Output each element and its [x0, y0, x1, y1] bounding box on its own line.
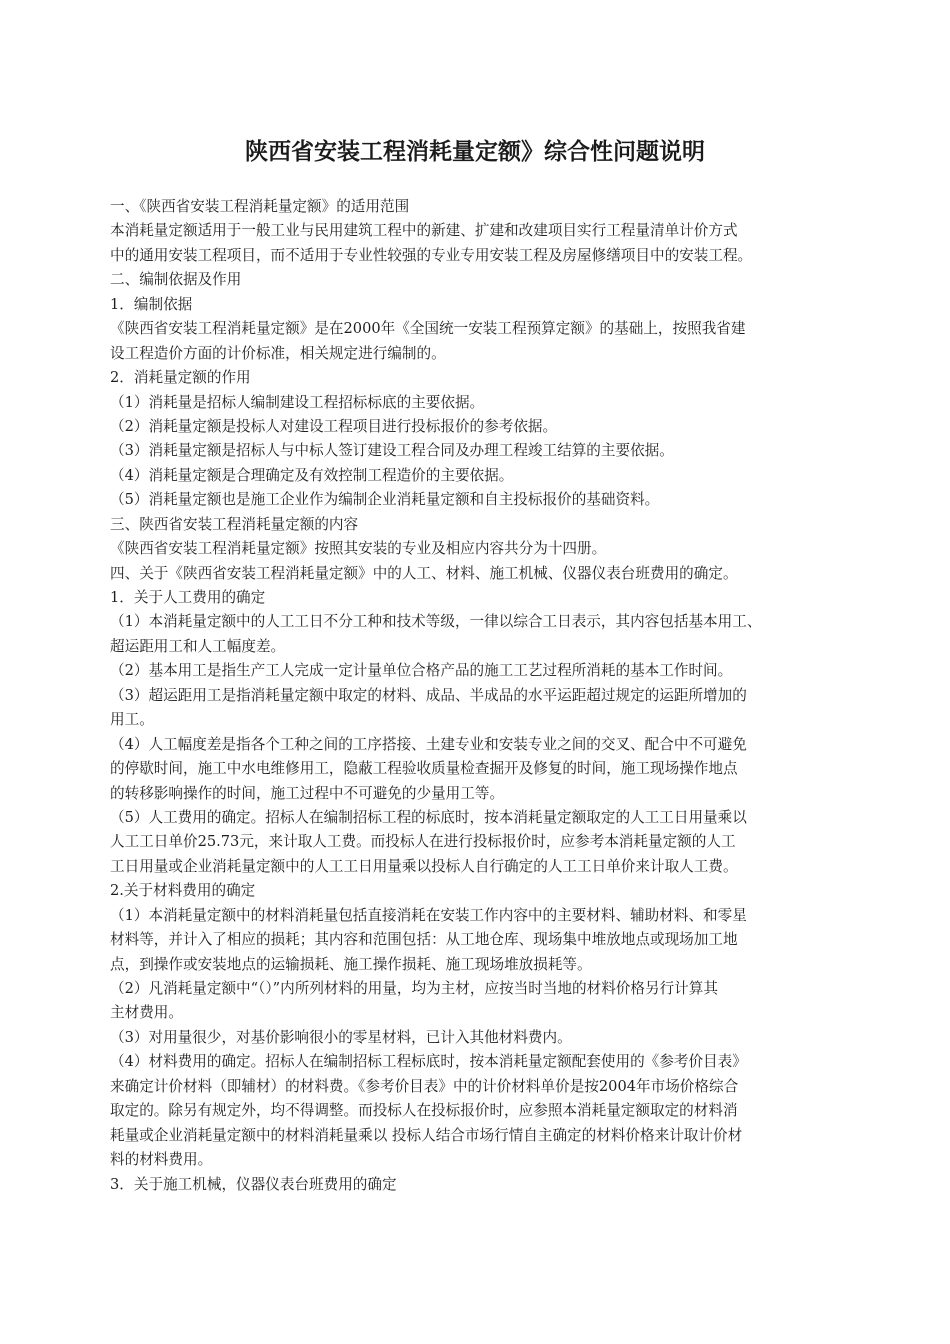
paragraph-line: 的停歇时间，施工中水电维修用工，隐蔽工程验收质量检查掘开及修复的时间，施工现场操作地点: [110, 760, 738, 778]
paragraph-line: 来确定计价材料（即辅材）的材料费。《参考价目表》中的计价材料单价是按2004年市场价格综合: [110, 1077, 739, 1095]
paragraph-line: 《陕西省安装工程消耗量定额》是在2000年《全国统一安装工程预算定额》的基础上，按照我省建: [110, 320, 746, 338]
subsection-heading: 1．关于人工费用的确定: [110, 589, 266, 606]
subsection-heading: 1．编制依据: [110, 295, 193, 313]
list-item: （1）消耗量是招标人编制建设工程招标标底的主要依据。: [110, 393, 485, 411]
list-item: （3）超运距用工是指消耗量定额中取定的材料、成品、半成品的水平运距超过规定的运距所增加的: [110, 686, 747, 704]
paragraph-line: 《陕西省安装工程消耗量定额》按照其安装的专业及相应内容共分为十四册。: [110, 540, 607, 558]
paragraph-line: 中的通用安装工程项目，而不适用于专业性较强的专业专用安装工程及房屋修缮项目中的安装工程。: [110, 246, 753, 264]
list-item: （3）消耗量定额是招标人与中标人签订建设工程合同及办理工程竣工结算的主要依据。: [110, 442, 674, 460]
list-item: （2）消耗量定额是投标人对建设工程项目进行投标报价的参考依据。: [110, 417, 558, 435]
paragraph-line: 取定的。除另有规定外，均不得调整。而投标人在投标报价时，应参照本消耗量定额取定的材料消: [110, 1102, 738, 1120]
subsection-heading: 3．关于施工机械，仪器仪表台班费用的确定: [110, 1175, 397, 1193]
document-title: 陕西省安装工程消耗量定额》综合性问题说明: [245, 139, 705, 165]
list-item: （1）本消耗量定额中的人工工日不分工种和技术等级，一律以综合工日表示，其内容包括基本用工、: [110, 613, 762, 631]
list-item: （3）对用量很少，对基价影响很小的零星材料，已计入其他材料费内。: [110, 1028, 572, 1046]
list-item: （1）本消耗量定额中的材料消耗量包括直接消耗在安装工作内容中的主要材料、辅助材料、和零星: [110, 906, 747, 924]
paragraph-line: 设工程造价方面的计价标准，相关规定进行编制的。: [110, 344, 446, 362]
paragraph-line: 超运距用工和人工幅度差。: [110, 637, 286, 655]
list-item: （4）消耗量定额是合理确定及有效控制工程造价的主要依据。: [110, 466, 514, 484]
paragraph-line: 点，到操作或安装地点的运输损耗、施工操作损耗、施工现场堆放损耗等。: [110, 955, 592, 973]
paragraph-line: 用工。: [110, 711, 154, 729]
paragraph-line: 料的材料费用。: [110, 1151, 213, 1169]
list-item: （2）基本用工是指生产工人完成一定计量单位合格产品的施工工艺过程所消耗的基本工作时间。: [110, 662, 733, 680]
list-item: （5）消耗量定额也是施工企业作为编制企业消耗量定额和自主投标报价的基础资料。: [110, 491, 660, 509]
section-heading-3: 三、陕西省安装工程消耗量定额的内容: [110, 515, 359, 533]
list-item: （5）人工费用的确定。招标人在编制招标工程的标底时，按本消耗量定额取定的人工工日用量乘以: [110, 808, 747, 826]
document-body: [110, 195, 855, 1197]
section-heading-2: 二、编制依据及作用: [110, 271, 242, 289]
subsection-heading: 2．消耗量定额的作用: [110, 369, 251, 387]
paragraph-line: 本消耗量定额适用于一般工业与民用建筑工程中的新建、扩建和改建项目实行工程量清单计价方式: [110, 222, 738, 240]
section-heading-1: 一、《陕西省安装工程消耗量定额》的适用范围: [110, 198, 410, 215]
subsection-heading: 2.关于材料费用的确定: [110, 882, 256, 900]
list-item: （4）人工幅度差是指各个工种之间的工序搭接、土建专业和安装专业之间的交叉、配合中不可避免: [110, 735, 747, 753]
paragraph-line: 主材费用。: [110, 1004, 183, 1022]
section-heading-4: 四、关于《陕西省安装工程消耗量定额》中的人工、材料、施工机械、仪器仪表台班费用的确定。: [110, 564, 738, 582]
paragraph-line: 的转移影响操作的时间，施工过程中不可避免的少量用工等。: [110, 784, 505, 802]
list-item: （2）凡消耗量定额中“（）”内所列材料的用量，均为主材，应按当时当地的材料价格另行计算其: [110, 980, 718, 997]
paragraph-line: 工日用量或企业消耗量定额中的人工工日用量乘以投标人自行确定的人工工日单价来计取人工费。: [110, 857, 738, 875]
paragraph-line: 人工工日单价25.73元，来计取人工费。而投标人在进行投标报价时，应参考本消耗量定额的人工: [110, 833, 736, 851]
list-item: （4）材料费用的确定。招标人在编制招标工程标底时，按本消耗量定额配套使用的《参考价目表》: [110, 1053, 747, 1071]
paragraph-line: 耗量或企业消耗量定额中的材料消耗量乘以 投标人结合市场行情自主确定的材料价格来计取计价材: [110, 1126, 743, 1144]
paragraph-line: 材料等，并计入了相应的损耗；其内容和范围包括：从工地仓库、现场集中堆放地点或现场加工地: [110, 931, 738, 949]
